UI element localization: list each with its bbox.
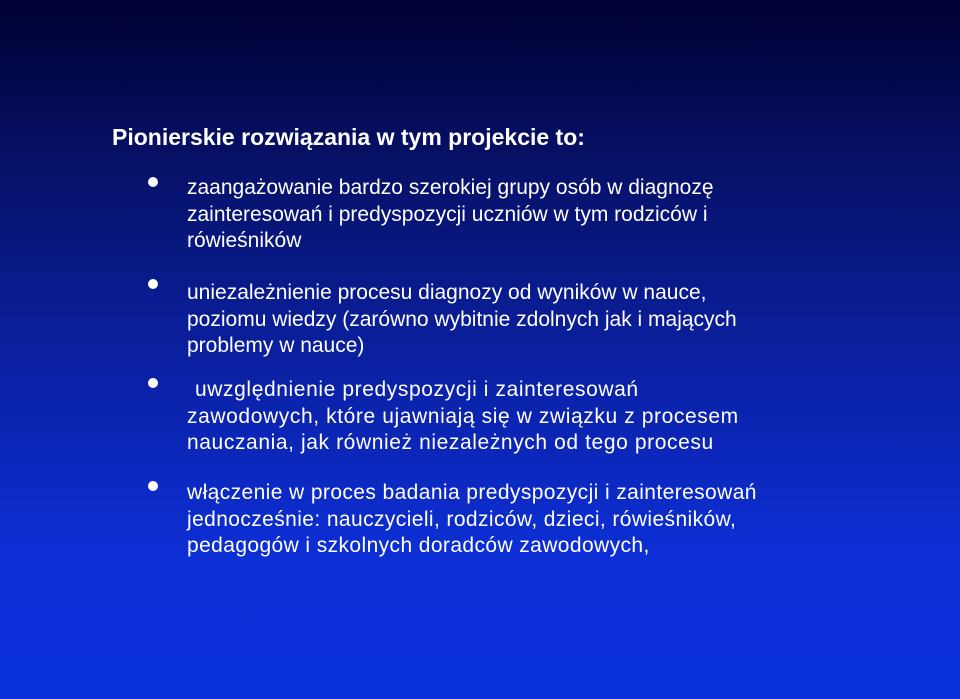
bullet-text [187,480,927,560]
slide-heading: Pionierskie rozwiązania w tym projekcie to: [112,124,585,150]
bullet-line: uniezależnienie procesu diagnozy od wyników w nauce, [187,281,707,304]
bullet-line: zawodowych, które ujawniają się w związku z procesem [187,404,739,428]
bullet-line: poziomu wiedzy (zarówno wybitnie zdolnych jak i mających [187,307,737,331]
bullet-line: uwzględnienie predyspozycji i zainteresowań [195,378,639,401]
bullet-dot-icon [148,378,158,388]
bullet-dot-icon [148,177,158,187]
bullet-dot-icon [148,279,158,289]
bullet-line: nauczania, jak również niezależnych od tego procesu [187,431,714,454]
bullet-line: problemy w nauce) [187,334,365,357]
bullet-line: zaangażowanie bardzo szerokiej grupy osób w diagnozę [187,176,714,199]
bullet-dot-icon [148,481,158,491]
bullet-text [187,280,927,360]
bullet-line: pedagogów i szkolnych doradców zawodowych, [187,534,650,557]
bullet-text [187,377,927,457]
bullet-text [187,175,927,255]
bullet-line: rówieśników [187,229,302,252]
bullet-line: włączenie w proces badania predyspozycji i zainteresowań [187,481,757,504]
bullet-line: zainteresowań i predyspozycji uczniów w tym rodziców i [187,202,708,226]
bullet-line: jednocześnie: nauczycieli, rodziców, dzieci, rówieśników, [187,507,737,531]
